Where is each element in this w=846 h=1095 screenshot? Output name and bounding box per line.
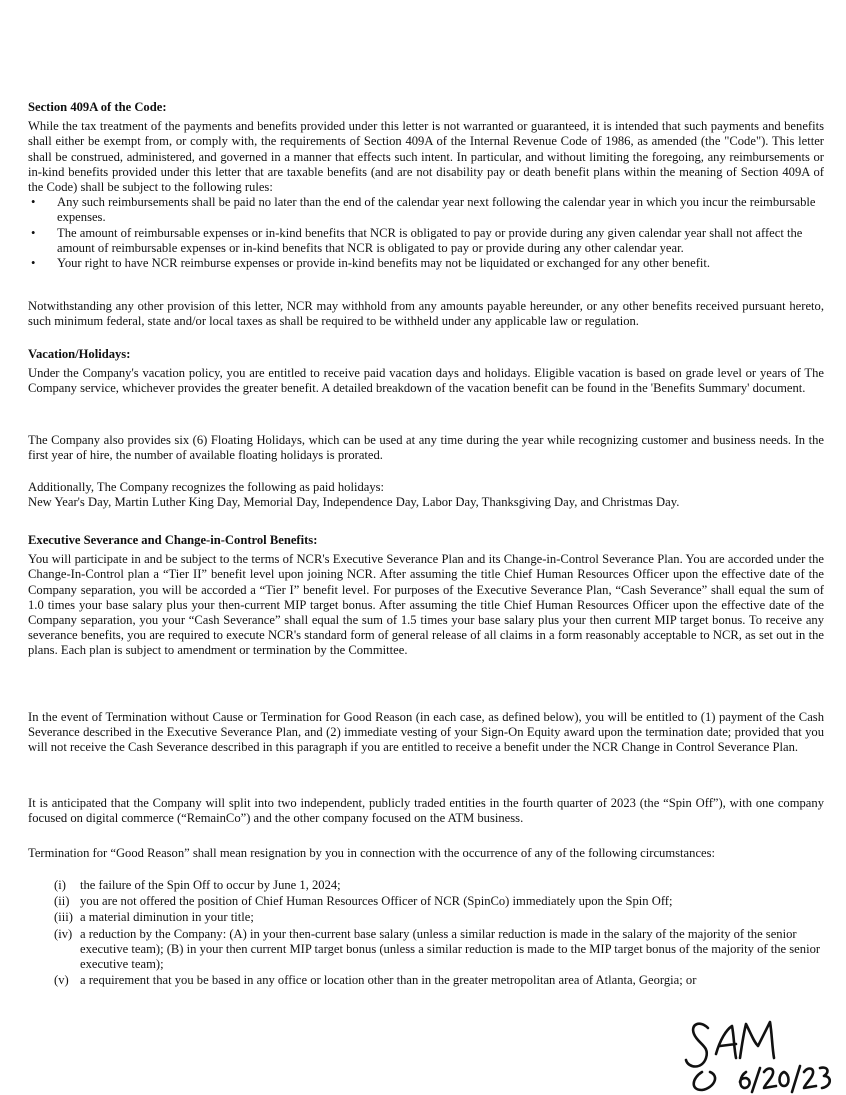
list-item-number: (ii) [54, 894, 70, 909]
list-item-number: (iv) [54, 926, 73, 941]
severance-paragraph-2: In the event of Termination without Cause or Termination for Good Reason (in each case, as defined below), you will be entitled to (1) payment of the Cash Severance described in the Executive Severance Plan, and (2) immediate vesting of your Sign-On Equity award upon the termination date; provided that you will not receive the Cash Severance described in this paragraph if you are entitled to receive a benefit under the NCR Change in Control Severance Plan. [28, 710, 824, 755]
list-item-number: (iii) [54, 910, 73, 925]
good-reason-block [28, 846, 824, 861]
section-409a-intro: While the tax treatment of the payments and benefits provided under this letter is not warranted or guaranteed, it is intended that such payments and benefits shall either be exempt from, or comply with, the requirements of Section 409A of the Internal Revenue Code of 1986, as amended (the "Code"). This letter shall be construed, administered, and governed in a manner that effects such intent. In particular, and without limiting the foregoing, any reimbursements or in-kind benefits provided under this letter that are taxable benefits (and are not disability pay or death benefit plans within the meaning of Section 409A of the Code) shall be subject to the following rules: [28, 119, 824, 195]
list-item [28, 927, 824, 973]
list-item-text: the failure of the Spin Off to occur by June 1, 2024; [80, 878, 341, 892]
paid-holidays-block [28, 480, 824, 510]
spin-off-block [28, 796, 824, 826]
list-item [28, 878, 824, 893]
termination-block [28, 710, 824, 756]
vacation-heading: Vacation/Holidays: [28, 347, 131, 361]
good-reason-list [28, 878, 824, 988]
section-409a [28, 100, 824, 271]
list-item-text: a material diminution in your title; [80, 910, 254, 925]
section-409a-rules [28, 195, 824, 271]
section-severance [28, 533, 824, 659]
list-item [28, 973, 824, 988]
vacation-paragraph-2: The Company also provides six (6) Floating Holidays, which can be used at any time during the year while recognizing customer and business needs. In the first year of hire, the number of available floating holidays is prorated. [28, 433, 824, 463]
severance-heading: Executive Severance and Change-in-Control Benefits: [28, 533, 318, 547]
list-item-number: (i) [54, 878, 66, 892]
list-item: • Any such reimbursements shall be paid no later than the end of the calendar year next following the calendar year in which you incur the reimbursable expenses. [28, 195, 824, 225]
severance-paragraph-4: Termination for “Good Reason” shall mean resignation by you in connection with the occurrence of any of the following circumstances: [28, 846, 716, 860]
paid-holidays-list: New Year's Day, Martin Luther King Day, Memorial Day, Independence Day, Labor Day, Thanksgiving Day, and Christmas Day. [28, 495, 680, 510]
severance-paragraph-3: It is anticipated that the Company will split into two independent, publicly traded entities in the fourth quarter of 2023 (the “Spin Off”), with one company focused on digital commerce (“RemainCo”) and the other company focused on the ATM business. [28, 796, 824, 826]
withholding-paragraph: Notwithstanding any other provision of this letter, NCR may withhold from any amounts payable hereunder, or any other benefits received pursuant hereto, such minimum federal, state and/or local taxes as shall be required to be withheld under any applicable law or regulation. [28, 299, 824, 329]
list-item-text: you are not offered the position of Chief Human Resources Officer of NCR (SpinCo) immediately upon the Spin Off; [80, 894, 673, 909]
paid-holidays-intro: Additionally, The Company recognizes the following as paid holidays: [28, 480, 385, 494]
section-409a-heading: Section 409A of the Code: [28, 100, 167, 114]
list-item: • Your right to have NCR reimburse expenses or provide in-kind benefits may not be liquidated or exchanged for any other benefit. [28, 256, 824, 271]
list-item-number: (v) [54, 973, 69, 988]
section-vacation [28, 347, 824, 397]
list-item: • The amount of reimbursable expenses or in-kind benefits that NCR is obligated to pay or provide during any given calendar year shall not affect the amount of reimbursable expenses or in-kind benefits that NCR is obligated to pay or provide during any other calendar year. [28, 226, 824, 256]
floating-holidays-block [28, 433, 824, 463]
good-reason-list-block [28, 878, 824, 989]
list-item-text: a reduction by the Company: (A) in your then-current base salary (unless a similar reduction is made in the salary of the majority of the senior executive team); (B) in your then current MIP target bonus (unless a similar reduction is made to the MIP target bonus of the majority of the senior executive team); [80, 926, 821, 972]
severance-paragraph-1: You will participate in and be subject to the terms of NCR's Executive Severance Plan and its Change-in-Control Severance Plan. You are accorded under the Change-In-Control plan a “Tier II” benefit level upon joining NCR. After assuming the title Chief Human Resources Officer upon the effective date of the Company separation, you will be accorded a “Tier I” benefit level. For purposes of the Executive Severance Plan, “Cash Severance” shall equal the sum of 1.0 times your base salary plus your then-current MIP target bonus. After assuming the title Chief Human Resources Officer upon the effective date of the Company separation, you your “Cash Severance” shall equal the sum of 1.5 times your base salary plus your then current MIP target bonus. To receive any severance benefits, you are required to execute NCR's standard form of general release of all claims in a form reasonably acceptable to NCR, as set out in the plans. Each plan is subject to amendment or termination by the Committee. [28, 552, 824, 658]
list-item-text: a requirement that you be based in any office or location other than in the greater metropolitan area of Atlanta, Georgia; or [80, 973, 697, 988]
handwritten-signature [680, 1010, 840, 1095]
withholding-block [28, 299, 824, 329]
vacation-paragraph-1: Under the Company's vacation policy, you are entitled to receive paid vacation days and holidays. Eligible vacation is based on grade level or years of The Company service, whichever provides the greater benefit. A detailed breakdown of the vacation benefit can be found in the 'Benefits Summary' document. [28, 366, 824, 396]
list-item [28, 910, 824, 925]
list-item [28, 894, 824, 909]
